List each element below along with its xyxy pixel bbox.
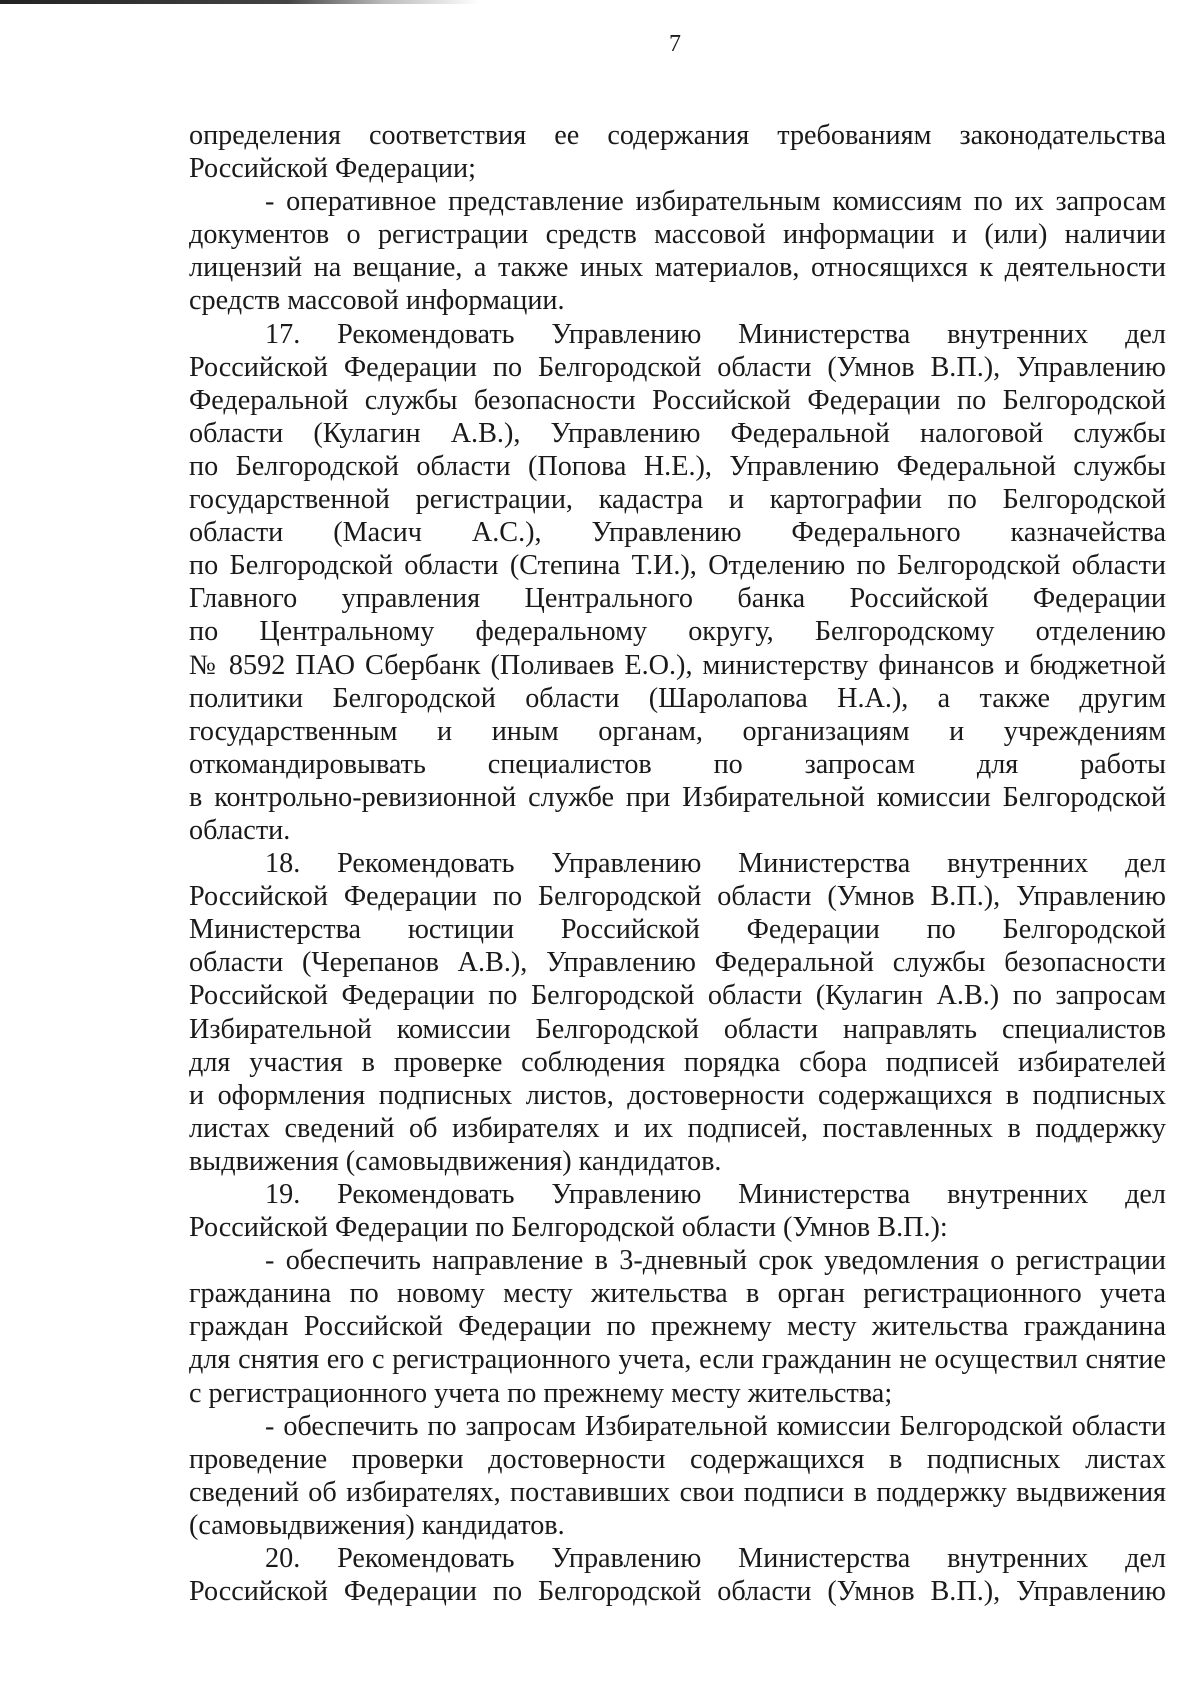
text-line: с регистрационного учета по прежнему месту жительства; <box>189 1377 893 1409</box>
text-line: - обеспечить по запросам Избирательной комиссии Белгородской области <box>265 1410 1166 1442</box>
text-line: (самовыдвижения) кандидатов. <box>189 1509 565 1541</box>
text-line: средств массовой информации. <box>189 285 565 317</box>
text-line: Российской Федерации по Белгородской области (Умнов В.П.), Управлению <box>189 1576 1166 1608</box>
text-line: гражданина по новому месту жительства в орган регистрационного учета <box>189 1278 1166 1310</box>
text-line: для снятия его с регистрационного учета, если гражданин не осуществил снятие <box>189 1344 1166 1376</box>
text-line: Российской Федерации; <box>189 153 476 185</box>
text-line: Министерства юстиции Российской Федерации по Белгородской <box>189 914 1166 946</box>
text-line: - обеспечить направление в 3-дневный срок уведомления о регистрации <box>265 1245 1166 1277</box>
text-line: лицензий на вещание, а также иных материалов, относящихся к деятельности <box>189 252 1166 284</box>
text-line: по Центральному федеральному округу, Белгородскому отделению <box>189 616 1166 648</box>
text-line: листах сведений об избирателях и их подписей, поставленных в поддержку <box>189 1112 1166 1144</box>
text-line: 18. Рекомендовать Управлению Министерства внутренних дел <box>265 848 1166 880</box>
text-line: политики Белгородской области (Шаролапова Н.А.), а также другим <box>189 682 1166 714</box>
text-line: области (Масич А.С.), Управлению Федерального казначейства <box>189 517 1166 549</box>
text-line: по Белгородской области (Попова Н.Е.), Управлению Федеральной службы <box>189 450 1166 482</box>
text-line: - оперативное представление избирательным комиссиям по их запросам <box>265 186 1166 218</box>
text-line: государственной регистрации, кадастра и картографии по Белгородской <box>189 484 1166 516</box>
document-body <box>189 119 1166 1608</box>
text-line: 20. Рекомендовать Управлению Министерства внутренних дел <box>265 1543 1166 1575</box>
text-line: сведений об избирателях, поставивших свои подписи в поддержку выдвижения <box>189 1476 1166 1508</box>
page-number: 7 <box>669 31 681 57</box>
scan-edge-artifact <box>0 0 480 4</box>
text-line: Избирательной комиссии Белгородской области направлять специалистов <box>189 1013 1166 1045</box>
text-line: Главного управления Центрального банка Российской Федерации <box>189 583 1166 615</box>
text-line: для участия в проверке соблюдения порядка сбора подписей избирателей <box>189 1046 1166 1078</box>
text-line: Российской Федерации по Белгородской области (Умнов В.П.), Управлению <box>189 351 1166 383</box>
text-line: в контрольно-ревизионной службе при Избирательной комиссии Белгородской <box>189 781 1166 813</box>
text-line: документов о регистрации средств массовой информации и (или) наличии <box>189 219 1166 251</box>
text-line: откомандировывать специалистов по запросам для работы <box>189 748 1166 780</box>
text-line: и оформления подписных листов, достоверности содержащихся в подписных <box>189 1079 1166 1111</box>
text-line: 17. Рекомендовать Управлению Министерства внутренних дел <box>265 318 1166 350</box>
text-line: определения соответствия ее содержания требованиям законодательства <box>189 120 1166 151</box>
text-line: по Белгородской области (Степина Т.И.), Отделению по Белгородской области <box>189 550 1166 582</box>
text-line: выдвижения (самовыдвижения) кандидатов. <box>189 1145 722 1177</box>
text-line: государственным и иным органам, организациям и учреждениям <box>189 715 1166 747</box>
text-line: области. <box>189 814 291 846</box>
text-line: проведение проверки достоверности содержащихся в подписных листах <box>189 1443 1166 1475</box>
text-line: области (Черепанов А.В.), Управлению Федеральной службы безопасности <box>189 947 1166 979</box>
text-line: Федеральной службы безопасности Российской Федерации по Белгородской <box>189 384 1166 416</box>
text-line: Российской Федерации по Белгородской области (Умнов В.П.), Управлению <box>189 881 1166 913</box>
text-line: области (Кулагин А.В.), Управлению Федеральной налоговой службы <box>189 417 1166 449</box>
text-line: граждан Российской Федерации по прежнему месту жительства гражданина <box>189 1311 1166 1343</box>
text-line: № 8592 ПАО Сбербанк (Поливаев Е.О.), министерству финансов и бюджетной <box>189 649 1166 681</box>
text-line: Российской Федерации по Белгородской области (Кулагин А.В.) по запросам <box>189 980 1166 1012</box>
text-line: 19. Рекомендовать Управлению Министерства внутренних дел <box>265 1179 1166 1210</box>
text-line: Российской Федерации по Белгородской области (Умнов В.П.): <box>189 1212 948 1244</box>
